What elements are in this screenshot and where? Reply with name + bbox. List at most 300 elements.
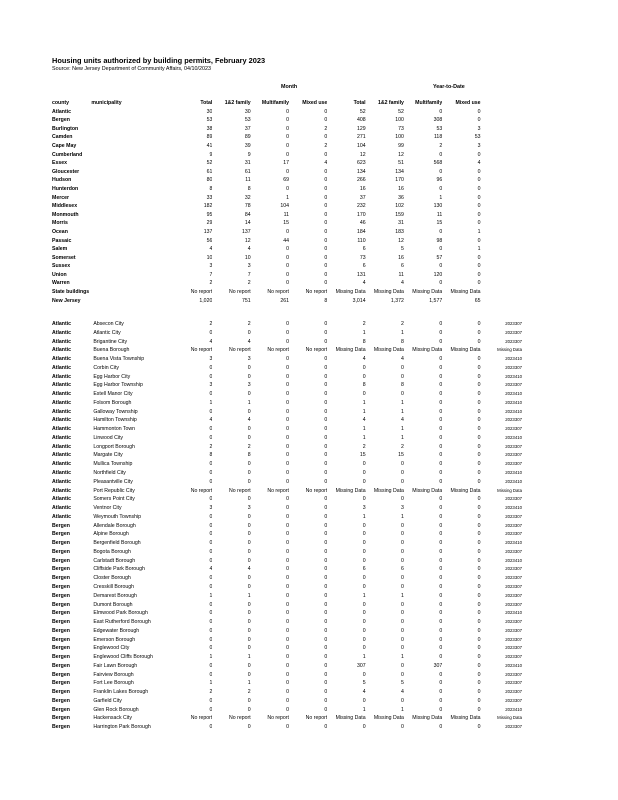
detail-row (52, 416, 522, 425)
value-cell: 61 (206, 168, 213, 175)
county-cell: Cape May (52, 142, 77, 149)
value-cell: 8 (247, 452, 251, 459)
detail-row (52, 636, 522, 645)
value-cell: 0 (209, 364, 213, 371)
county-summary-table (52, 99, 522, 305)
county-cell: Essex (52, 160, 68, 167)
value-cell: 0 (324, 168, 328, 175)
municipality-cell: Bergenfield Borough (93, 540, 141, 547)
value-cell: 0 (247, 522, 251, 529)
value-cell: Missing Data (373, 347, 404, 354)
value-cell: 2 (362, 443, 366, 450)
summary-row (52, 176, 522, 185)
value-cell: 0 (439, 557, 443, 564)
value-cell: 0 (324, 321, 328, 327)
code-cell: 2023307 (505, 452, 522, 458)
value-cell: 4 (209, 566, 213, 573)
value-cell: 0 (401, 373, 404, 380)
value-cell: 1 (401, 399, 404, 406)
code-cell: 2023410 (505, 391, 522, 397)
value-cell: 1 (362, 592, 366, 599)
code-cell (481, 133, 522, 142)
value-cell: 0 (286, 724, 289, 731)
value-cell: 0 (477, 434, 481, 441)
value-cell: 0 (286, 408, 289, 415)
value-cell: 3 (209, 505, 213, 512)
value-cell: No report (229, 347, 251, 354)
value-cell: 0 (324, 592, 328, 599)
value-cell: No report (267, 487, 289, 494)
code-cell (481, 194, 522, 203)
municipality-cell (91, 159, 174, 168)
code-cell: 2023307 (505, 636, 522, 642)
value-cell: 0 (401, 391, 404, 398)
detail-row (52, 460, 522, 469)
detail-row (52, 592, 522, 601)
value-cell: 0 (247, 671, 251, 678)
value-cell: 0 (439, 452, 443, 459)
value-cell: 3 (209, 382, 213, 389)
value-cell: 0 (362, 522, 366, 529)
value-cell: 0 (286, 356, 289, 363)
municipality-cell: Buena Borough (93, 347, 130, 354)
value-cell: 0 (247, 601, 251, 608)
value-cell: 0 (439, 246, 443, 253)
value-cell: 0 (286, 254, 289, 261)
value-cell: 0 (286, 601, 289, 608)
summary-row (52, 142, 522, 151)
county-cell: Bergen (52, 680, 70, 687)
value-cell: 2 (247, 280, 251, 287)
code-cell: 2023307 (505, 426, 522, 432)
municipality-cell: Port Republic City (93, 487, 135, 494)
value-cell: 1 (439, 194, 443, 201)
value-cell: 0 (362, 610, 366, 617)
value-cell: 0 (286, 575, 289, 582)
value-cell: 0 (477, 680, 481, 687)
value-cell: 0 (439, 706, 443, 713)
value-cell: 0 (401, 557, 404, 564)
detail-row (52, 443, 522, 452)
value-cell: 0 (439, 470, 443, 477)
municipality-cell: Atlantic City (93, 329, 121, 336)
value-cell: 0 (247, 373, 251, 380)
value-cell: 3 (247, 505, 251, 512)
value-cell: 0 (286, 548, 289, 555)
value-cell: 0 (324, 540, 328, 547)
header-ytd-1-2-family: 1&2 family (377, 100, 404, 106)
value-cell: 78 (244, 203, 251, 210)
value-cell: 1 (247, 680, 251, 687)
municipality-cell: Fairview Borough (93, 671, 134, 678)
value-cell: Missing Data (412, 347, 443, 354)
value-cell: 0 (209, 408, 213, 415)
value-cell: 0 (439, 443, 443, 450)
county-cell: Bergen (52, 706, 70, 713)
value-cell: 4 (362, 689, 366, 696)
value-cell: 0 (477, 610, 481, 617)
municipality-cell (91, 262, 174, 271)
value-cell: 0 (477, 382, 481, 389)
municipality-cell: Folsom Borough (93, 399, 132, 406)
value-cell: 118 (433, 134, 443, 141)
code-cell: 2023410 (505, 662, 522, 668)
summary-row (52, 262, 522, 271)
municipality-cell: Emerson Borough (93, 636, 136, 643)
value-cell: 12 (398, 237, 404, 244)
municipality-cell: Absecon City (93, 321, 124, 327)
value-cell: 307 (433, 662, 443, 669)
value-cell: 4 (477, 160, 481, 167)
value-cell: 0 (247, 531, 251, 538)
value-cell: 4 (401, 280, 404, 287)
header-month-1-2-family: 1&2 family (224, 100, 251, 106)
county-cell: Bergen (52, 662, 70, 669)
value-cell: 6 (401, 566, 404, 573)
detail-row (52, 495, 522, 504)
value-cell: 0 (362, 391, 366, 398)
county-cell: Hunterdon (52, 185, 79, 192)
code-cell: 2023307 (505, 531, 522, 537)
value-cell: 0 (362, 557, 366, 564)
value-cell: 0 (362, 627, 366, 634)
municipality-cell: Glen Rock Borough (93, 706, 139, 713)
municipality-cell (91, 151, 174, 160)
value-cell: 4 (362, 356, 366, 363)
value-cell: 751 (242, 297, 251, 304)
code-cell: 2023307 (505, 329, 522, 335)
municipality-cell: Bogota Borough (93, 548, 131, 555)
county-cell: Bergen (52, 566, 70, 573)
value-cell: 4 (209, 246, 213, 253)
value-cell: 0 (401, 478, 404, 485)
value-cell: 0 (209, 522, 213, 529)
value-cell: 0 (324, 151, 328, 158)
value-cell: 6 (362, 263, 366, 270)
value-cell: 0 (324, 505, 328, 512)
value-cell: 137 (203, 228, 213, 235)
value-cell: 0 (439, 548, 443, 555)
value-cell: 0 (286, 117, 289, 124)
value-cell: 0 (439, 461, 443, 468)
value-cell: 3 (477, 142, 481, 149)
value-cell: 51 (398, 160, 404, 167)
value-cell: 0 (247, 329, 251, 336)
value-cell: No report (190, 487, 213, 494)
value-cell: No report (190, 715, 213, 722)
value-cell: Missing Data (335, 715, 366, 722)
county-cell: Atlantic (52, 399, 72, 406)
value-cell: 4 (362, 417, 366, 424)
value-cell: 9 (209, 151, 213, 158)
municipality-cell: Linwood City (93, 434, 124, 441)
municipality-cell (91, 185, 174, 194)
code-cell (481, 168, 522, 177)
value-cell: 0 (324, 203, 328, 210)
value-cell: 0 (324, 645, 328, 652)
value-cell: 2 (401, 443, 404, 450)
value-cell: 134 (395, 168, 404, 175)
value-cell: 10 (206, 254, 213, 261)
municipality-cell: Margate City (93, 452, 123, 459)
value-cell: No report (305, 715, 328, 722)
code-cell (481, 288, 522, 297)
value-cell: 0 (247, 627, 251, 634)
value-cell: 52 (206, 160, 213, 167)
value-cell: 0 (439, 575, 443, 582)
county-cell: Bergen (52, 715, 70, 722)
value-cell: 0 (477, 391, 481, 398)
value-cell: 2 (209, 443, 213, 450)
value-cell: 0 (362, 461, 366, 468)
value-cell: 0 (439, 399, 443, 406)
value-cell: 12 (359, 151, 366, 158)
detail-row (52, 601, 522, 610)
value-cell: 0 (477, 321, 481, 327)
header-code (481, 99, 522, 108)
value-cell: 5 (401, 680, 404, 687)
value-cell: 0 (362, 548, 366, 555)
value-cell: 0 (401, 671, 404, 678)
value-cell: 170 (356, 211, 366, 218)
value-cell: 0 (209, 461, 213, 468)
value-cell: 1 (209, 680, 213, 687)
value-cell: 4 (247, 246, 251, 253)
value-cell: 0 (477, 254, 481, 261)
value-cell: 69 (283, 177, 289, 184)
value-cell: 15 (398, 452, 404, 459)
value-cell: 1,372 (390, 297, 404, 304)
value-cell: 137 (242, 228, 251, 235)
value-cell: 0 (286, 263, 289, 270)
value-cell: 0 (324, 185, 328, 192)
code-cell (481, 262, 522, 271)
value-cell: 0 (362, 724, 366, 731)
value-cell: 0 (401, 575, 404, 582)
value-cell: 0 (439, 356, 443, 363)
code-cell: 2023307 (505, 321, 522, 326)
code-cell: 2023307 (505, 548, 522, 554)
value-cell: 1 (209, 399, 213, 406)
value-cell: 134 (356, 168, 366, 175)
county-cell: Gloucester (52, 168, 80, 175)
code-cell (481, 245, 522, 254)
county-cell: Atlantic (52, 364, 72, 371)
detail-row (52, 539, 522, 548)
value-cell: No report (267, 347, 289, 354)
value-cell: 1 (209, 592, 213, 599)
value-cell: 2 (209, 689, 213, 696)
value-cell: 0 (477, 531, 481, 538)
summary-row (52, 237, 522, 246)
municipality-detail-table (52, 320, 522, 732)
value-cell: 0 (324, 697, 328, 704)
value-cell: 568 (433, 160, 443, 167)
value-cell: 0 (362, 671, 366, 678)
value-cell: 0 (362, 470, 366, 477)
value-cell: 0 (439, 531, 443, 538)
value-cell: Missing Data (450, 715, 481, 722)
value-cell: 4 (209, 338, 213, 345)
value-cell: 0 (286, 627, 289, 634)
value-cell: 0 (324, 338, 328, 345)
county-cell: Morris (52, 220, 68, 227)
value-cell: 1 (362, 434, 366, 441)
value-cell: 0 (286, 566, 289, 573)
value-cell: 0 (401, 610, 404, 617)
municipality-cell: Edgewater Borough (93, 627, 140, 634)
county-cell: Burlington (52, 125, 79, 132)
value-cell: 0 (324, 177, 328, 184)
value-cell: 0 (286, 443, 289, 450)
value-cell: 0 (286, 391, 289, 398)
value-cell: No report (305, 347, 328, 354)
county-cell: Bergen (52, 601, 70, 608)
summary-row (52, 125, 522, 134)
value-cell: 0 (247, 434, 251, 441)
summary-row (52, 279, 522, 288)
value-cell: 0 (286, 399, 289, 406)
value-cell: 1 (401, 513, 404, 520)
code-cell: 2023307 (505, 645, 522, 651)
detail-row (52, 425, 522, 434)
detail-row (52, 548, 522, 557)
value-cell: 0 (477, 356, 481, 363)
value-cell: 6 (362, 246, 366, 253)
detail-row (52, 679, 522, 688)
value-cell: 4 (401, 689, 404, 696)
value-cell: 65 (474, 297, 481, 304)
value-cell: 129 (356, 125, 366, 132)
value-cell: 0 (439, 522, 443, 529)
value-cell: 0 (401, 548, 404, 555)
municipality-cell: Buena Vista Township (93, 356, 145, 363)
value-cell: 0 (324, 724, 328, 731)
code-cell: 2023307 (505, 671, 522, 677)
header-month-mixed-use: Mixed use (302, 100, 328, 106)
value-cell: 16 (398, 254, 404, 261)
value-cell: No report (229, 715, 251, 722)
detail-row (52, 338, 522, 347)
value-cell: 5 (362, 680, 366, 687)
code-cell: Missing Data (497, 347, 522, 353)
value-cell: 0 (477, 522, 481, 529)
value-cell: 110 (357, 237, 366, 244)
value-cell: 0 (286, 592, 289, 599)
value-cell: 4 (247, 338, 251, 345)
value-cell: 0 (477, 619, 481, 626)
value-cell: 1 (401, 408, 404, 415)
code-cell: 2023410 (505, 373, 522, 379)
value-cell: 0 (401, 364, 404, 371)
value-cell: 0 (286, 461, 289, 468)
summary-row (52, 168, 522, 177)
value-cell: No report (305, 289, 328, 296)
value-cell: 0 (324, 566, 328, 573)
value-cell: 266 (356, 177, 366, 184)
detail-row (52, 390, 522, 399)
value-cell: No report (267, 715, 289, 722)
code-cell (481, 159, 522, 168)
value-cell: 0 (247, 364, 251, 371)
value-cell: 0 (286, 142, 289, 149)
value-cell: 0 (477, 452, 481, 459)
municipality-cell: Demarest Borough (93, 592, 137, 599)
code-cell: 2023410 (505, 399, 522, 405)
value-cell: 0 (477, 211, 481, 218)
municipality-cell (91, 133, 174, 142)
value-cell: 0 (401, 697, 404, 704)
value-cell: 0 (477, 575, 481, 582)
value-cell: 1 (286, 194, 289, 201)
value-cell: 0 (324, 689, 328, 696)
value-cell: 0 (324, 373, 328, 380)
municipality-cell (91, 168, 174, 177)
value-cell: 0 (286, 680, 289, 687)
code-cell: Missing Data (497, 715, 522, 721)
value-cell: 1 (362, 513, 366, 520)
summary-row (52, 297, 522, 306)
value-cell: 0 (286, 671, 289, 678)
value-cell: 0 (439, 228, 443, 235)
value-cell: 0 (439, 689, 443, 696)
code-cell: 2023307 (505, 496, 522, 502)
value-cell: 0 (286, 531, 289, 538)
value-cell: 0 (286, 151, 289, 158)
municipality-cell: Mullica Township (93, 461, 133, 468)
municipality-cell (91, 237, 174, 246)
detail-row (52, 487, 522, 496)
value-cell: 2 (362, 321, 366, 327)
value-cell: 0 (286, 338, 289, 345)
municipality-cell: Cresskill Borough (93, 583, 134, 590)
municipality-cell: Brigantine City (93, 338, 128, 345)
value-cell: 0 (477, 601, 481, 608)
code-cell (481, 142, 522, 151)
county-cell: Atlantic (52, 496, 72, 503)
value-cell: 0 (439, 408, 443, 415)
value-cell: 0 (439, 610, 443, 617)
value-cell: 0 (324, 391, 328, 398)
detail-row (52, 373, 522, 382)
value-cell: 0 (286, 125, 289, 132)
value-cell: 0 (286, 706, 289, 713)
value-cell: 2 (439, 142, 443, 149)
value-cell: 11 (245, 177, 251, 184)
value-cell: 623 (356, 160, 366, 167)
value-cell: 0 (401, 540, 404, 547)
code-cell: 2023307 (505, 417, 522, 423)
value-cell: 2 (247, 443, 251, 450)
value-cell: No report (229, 487, 251, 494)
value-cell: 0 (324, 461, 328, 468)
value-cell: 38 (206, 125, 213, 132)
detail-row (52, 583, 522, 592)
code-cell: Missing Data (497, 487, 522, 493)
municipality-cell (91, 279, 174, 288)
county-cell: Bergen (52, 654, 70, 661)
value-cell: 3 (209, 356, 213, 363)
value-cell: 8 (209, 452, 213, 459)
detail-row (52, 329, 522, 338)
municipality-cell (91, 116, 174, 125)
value-cell: 0 (247, 619, 251, 626)
detail-row (52, 697, 522, 706)
value-cell: 15 (436, 220, 443, 227)
detail-row (52, 399, 522, 408)
value-cell: 8 (209, 185, 213, 192)
county-cell: Bergen (52, 619, 70, 626)
